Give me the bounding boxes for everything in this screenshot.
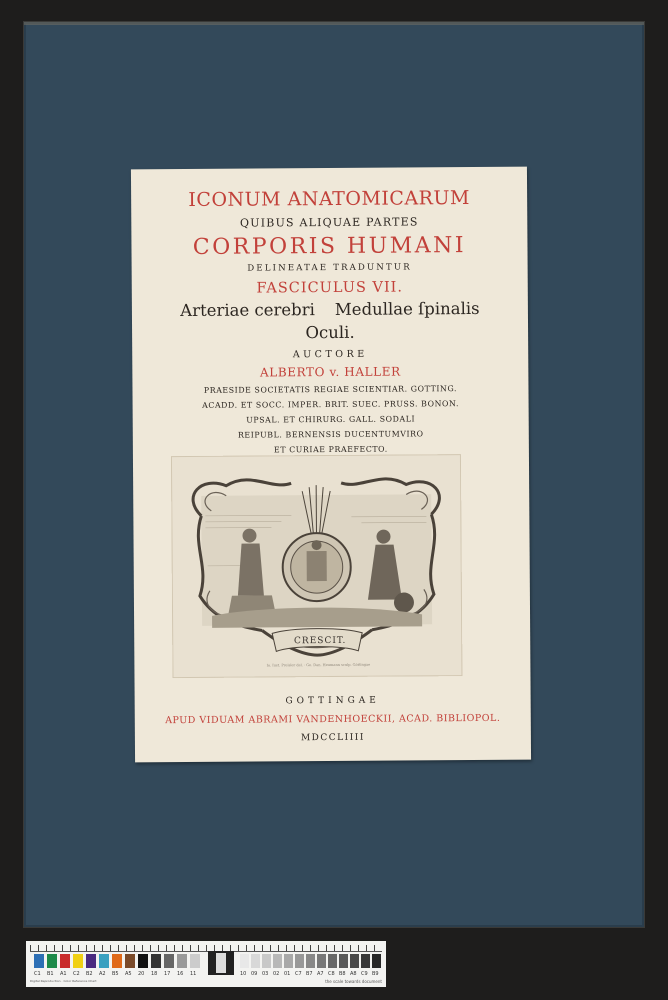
gray-patch-label: 09	[251, 971, 258, 977]
color-patch	[190, 954, 200, 968]
gray-patch	[339, 954, 348, 968]
color-patch-label: A1	[60, 971, 67, 977]
imprint-publisher: APUD VIDUAM ABRAMI VANDENHOECKII, ACAD. BIBLIOPOL.	[165, 712, 501, 727]
color-patch-label: A2	[99, 971, 106, 977]
mat-bevel	[24, 22, 644, 25]
gray-patch-label: 01	[284, 971, 291, 977]
color-patch-label: C2	[73, 971, 80, 977]
gray-patch-label: A8	[350, 971, 357, 977]
affiliation-line: PRAESIDE SOCIETATIS REGIAE SCIENTIAR. GOTTING.	[203, 384, 458, 395]
color-patch	[60, 954, 70, 968]
imprint-year: MDCCLIIII	[300, 732, 365, 744]
subject-eye: Oculi.	[305, 322, 355, 343]
title-page	[131, 167, 531, 763]
vignette-motto: CRESCIT.	[293, 635, 347, 647]
color-patch	[125, 954, 135, 968]
title-line-1: ICONUM ANATOMICARUM	[188, 187, 470, 211]
color-patch	[164, 954, 174, 968]
gray-patch-label: B7	[306, 971, 313, 977]
gray-patch	[240, 954, 249, 968]
engraved-vignette	[171, 454, 463, 678]
color-patch-label: 18	[151, 971, 158, 977]
title-line-2: QUIBUS ALIQUAE PARTES	[239, 215, 419, 230]
affiliation-line: ACADD. ET SOCC. IMPER. BRIT. SUEC. PRUSS. BONON.	[202, 399, 460, 410]
color-patch	[151, 954, 161, 968]
title-line-4: DELINEATAE TRADUNTUR	[247, 262, 412, 274]
color-patch	[47, 954, 57, 968]
gray-patch	[317, 954, 326, 968]
color-patch-label: 17	[164, 971, 171, 977]
gray-patch	[306, 954, 315, 968]
title-line-3: CORPORIS HUMANI	[192, 233, 467, 260]
fascicle-number: FASCICULUS VII.	[256, 279, 404, 297]
color-patch	[112, 954, 122, 968]
color-patch-label: 20	[138, 971, 145, 977]
color-patch-label: C1	[34, 971, 41, 977]
color-patch-label: A5	[125, 971, 132, 977]
gray-patch	[262, 954, 271, 968]
color-patch	[138, 954, 148, 968]
gray-patch-label: 02	[273, 971, 280, 977]
gray-patch	[273, 954, 282, 968]
color-patch-label: 16	[177, 971, 184, 977]
color-patch-label: B1	[47, 971, 54, 977]
gray-patch-label: B8	[339, 971, 346, 977]
gray-patch	[251, 954, 260, 968]
gray-target-center	[216, 953, 226, 973]
scale-ruler	[30, 945, 382, 952]
engraver-credit: Io. Iust. Preisler del. · Ge. Dan. Heumann sculp. Göttingae	[266, 662, 371, 668]
gray-patch-label: C7	[295, 971, 302, 977]
subject-arteries: Arteriae cerebri	[180, 300, 315, 321]
gray-patch	[295, 954, 304, 968]
gray-patch	[284, 954, 293, 968]
gray-patch-label: B9	[372, 971, 379, 977]
color-patch	[86, 954, 96, 968]
gray-patch	[350, 954, 359, 968]
affiliation-line: ET CURIAE PRAEFECTO.	[273, 444, 388, 455]
imprint-city: GOTTINGAE	[285, 695, 380, 707]
auctore-label: AUCTORE	[292, 348, 368, 361]
gray-patch-label: C8	[328, 971, 335, 977]
color-patch	[73, 954, 83, 968]
card-note: Digital Reproduction · Color Reference Chart	[30, 979, 97, 983]
gray-patch	[361, 954, 370, 968]
color-patch	[177, 954, 187, 968]
color-patch-label: B5	[112, 971, 119, 977]
color-patch-label: 11	[190, 971, 197, 977]
gray-patch-label: 10	[240, 971, 247, 977]
gray-patch-label: 03	[262, 971, 269, 977]
gray-patch	[372, 954, 381, 968]
color-calibration-card	[26, 941, 386, 987]
card-scale-text: the scale towards document	[325, 979, 382, 984]
affiliation-line: REIPUBL. BERNENSIS DUCENTUMVIRO	[237, 429, 424, 440]
gray-patch-label: A7	[317, 971, 324, 977]
gray-patch	[328, 954, 337, 968]
subject-line	[132, 299, 528, 321]
affiliation-line: UPSAL. ET CHIRURG. GALL. SODALI	[246, 414, 416, 425]
color-patch-label: B2	[86, 971, 93, 977]
color-patch	[34, 954, 44, 968]
gray-patch-label: C9	[361, 971, 368, 977]
subject-spinal: Medullae ſpinalis	[334, 298, 480, 319]
author-name: ALBERTO v. HALLER	[259, 364, 401, 380]
color-patch	[99, 954, 109, 968]
